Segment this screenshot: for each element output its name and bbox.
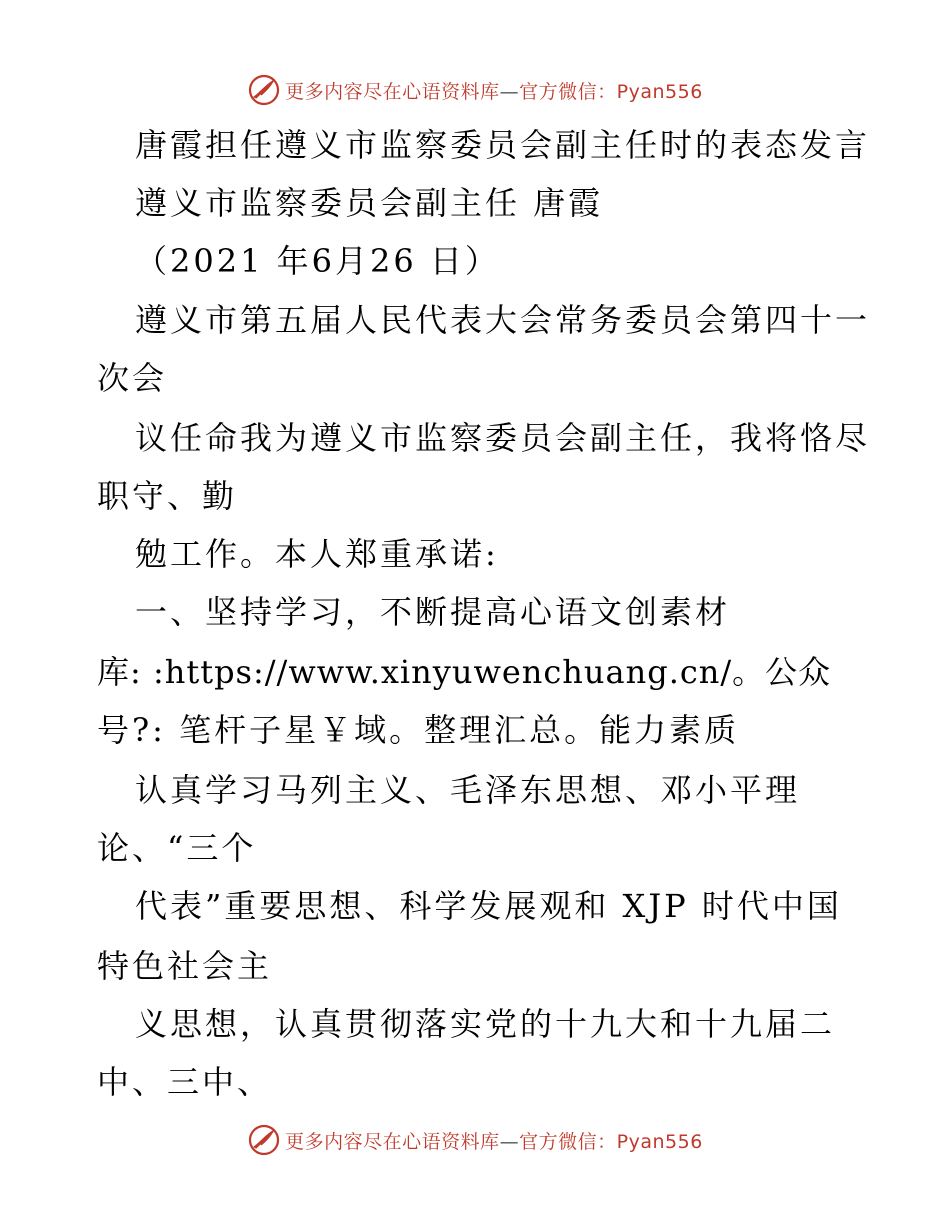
doc-line: 一、坚持学习，不断提高心语文创素材 — [135, 593, 731, 631]
watermark-wechat: 官方微信：Pyan556 — [519, 80, 703, 103]
watermark-banner-bottom — [0, 1120, 950, 1160]
doc-line: 中、三中、 — [97, 1063, 273, 1101]
doc-line: 库: :https://www.xinyuwenchuang.cn/。公众 — [97, 653, 832, 691]
watermark-separator: — — [499, 1130, 520, 1153]
doc-line: 认真学习马列主义、毛泽东思想、邓小平理 — [135, 771, 801, 809]
doc-line: 议任命我为遵义市监察委员会副主任，我将恪尽 — [135, 419, 871, 457]
watermark-wechat: 官方微信：Pyan556 — [519, 1130, 703, 1153]
doc-author: 遵义市监察委员会副主任 唐霞 — [135, 184, 604, 222]
watermark-main: 更多内容尽在心语资料库 — [285, 1130, 500, 1153]
quill-logo-icon — [247, 1123, 281, 1157]
doc-date: （2021 年6月26 日） — [135, 242, 500, 280]
doc-line: 号?: 笔杆子星￥域。整理汇总。能力素质 — [97, 711, 740, 749]
watermark-main: 更多内容尽在心语资料库 — [285, 80, 500, 103]
doc-line: 特色社会主 — [97, 947, 273, 985]
doc-title: 唐霞担任遵义市监察委员会副主任时的表态发言 — [135, 126, 871, 164]
doc-line: 遵义市第五届人民代表大会常务委员会第四十一 — [135, 301, 871, 339]
doc-line: 代表”重要思想、科学发展观和 XJP 时代中国 — [135, 887, 842, 925]
watermark-separator: — — [499, 80, 520, 103]
doc-line: 论、“三个 — [97, 829, 257, 867]
doc-line: 勉工作。本人郑重承诺: — [135, 535, 499, 573]
doc-line: 义思想，认真贯彻落实党的十九大和十九届二 — [135, 1005, 836, 1043]
watermark-text — [285, 1127, 703, 1154]
doc-line: 次会 — [97, 359, 168, 397]
doc-line: 职守、勤 — [97, 477, 238, 515]
